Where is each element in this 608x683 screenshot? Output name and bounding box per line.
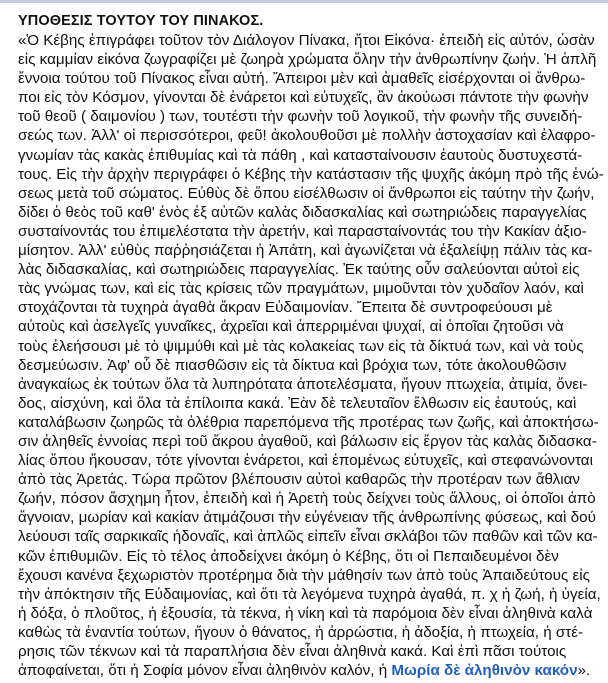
text-line: σιν ἀληθεῖς ἐννοίας περὶ τοῦ ἄκρου ἀγαθοῦ, καὶ βάλωσιν εἰς ἔργον τὰς καλὰς διδασκα-	[18, 432, 597, 450]
text-line: ρησις τῶν τέκνων καὶ τὰ παραπλήσια δὲν εἶναι ἀληθινὰ κακά. Καὶ ἐπὶ πᾶσι τούτοις	[18, 643, 567, 660]
text-line: τὴν ἀπόκτησιν τῆς Εὐδαιμονίας, καὶ ὅτι τὰ λεγόμενα τυχηρὰ ἀγαθά, π. χ ἡ ζωή, ἡ ὑγεία,	[18, 585, 601, 603]
highlighted-phrase: Μωρία δὲ ἀληθινὸν κακόν	[391, 662, 578, 680]
paragraph	[18, 31, 608, 661]
text-line: ποι εἰς τὸν Κόσμον, γίνονται δὲ ἐνάρετοι καὶ εὐτυχεῖς, ἂν ἀκούωσι πάντοτε τὴν φωνὴν	[18, 89, 589, 107]
text-line: τους. Εἰς τὴν ἀρχὴν περιγράφει ὁ Κέβης τὴν κατάστασιν τῆς ψυχῆς ἀκόμη πρὸ τῆς ἑνώ-	[18, 165, 604, 183]
text-line: σεώς των. Ἀλλ' οἱ περισσότεροι, φεῦ! ἀκολουθοῦσι μὲ πολλὴν ἀστοχασίαν καὶ ἐλαφρο-	[18, 127, 596, 145]
text-line: δος, αἰσχύνη, καὶ ὅλα τὰ ἐπίλοιπα κακά. Ἐὰν δὲ τελευταῖον ἔλθωσιν εἰς ἑαυτούς, καὶ	[18, 394, 577, 412]
text-line: κῶν ἐπιθυμιῶν. Εἰς τὸ τέλος ἀποδείχνει ἀκόμη ὁ Κέβης, ὅτι οἱ Πεπαιδευμένοι δὲν	[18, 547, 559, 565]
text-line: ἔχουσι κανένα ξεχωριστὸν προτέρημα διὰ τὴν μάθησίν των ἀπὸ τοὺς Ἀπαιδεύτους εἰς	[18, 566, 590, 584]
text-line: λίας ὅπου ἤκουσαν, τότε γίνονται ἐνάρετοι, καὶ ἑπομένως εὐτυχεῖς, καὶ στεφανώνονται	[18, 452, 593, 470]
text-line: «Ὁ Κέβης ἐπιγράφει τοῦτον τὸν Διάλογον Πίνακα, ἤτοι Εἰκόνα· ἐπειδὴ εἰς αὐτόν, ὡσὰν	[18, 32, 595, 49]
text-line: λεύουσι ταῖς σαρκικαῖς ἡδοναῖς, καὶ ἁπλῶς εἰπεῖν εἶναι σκλάβοι τῶν παθῶν καὶ τῶν κα-	[18, 528, 598, 546]
last-line-prefix: ἀποφαίνεται, ὅτι ἡ Σοφία μόνον εἶναι ἀληθινὸν καλόν, ἡ	[18, 662, 392, 680]
text-line: δεσμεύωσιν. Ἀφ' οὗ δὲ πιασθῶσιν εἰς τὰ δίκτυα καὶ βρόχια των, τότε ἀκολουθῶσιν	[18, 356, 567, 374]
text-line: λὰς διδασκαλίας, καὶ σωτηριώδεις παραγγελίας. Ἐκ ταύτης οὖν σαλεύονται αὐτοὶ εἰς	[18, 261, 580, 279]
text-line: συσταίνοντάς του ἐπιμελέστατα τὴν ἀρετήν, καὶ παρασταίνοντάς του τὴν Κακίαν ἀξιο-	[18, 222, 587, 240]
text-line: ἄγνοιαν, μωρίαν καὶ κακίαν ἀτιμάζουσι τὴν εὐγένειαν τῆς ἀνθρωπίνης φύσεως, καὶ δού	[18, 509, 596, 527]
text-line: ἡ δόξα, ὁ πλοῦτος, ἡ ἐξουσία, τὰ τέκνα, ἡ νίκη καὶ τὰ παρόμοια δὲν εἶναι ἀληθινὰ καλὰ	[18, 604, 593, 622]
text-line: τὰς γνώμας των, καὶ εἰς τὰς κρίσεις τῶν πραγμάτων, μιμοῦνται τὸν χυδαῖον λαόν, καὶ	[18, 280, 584, 298]
text-line: ἔννοια τούτου τοῦ Πίνακος εἶναι αὐτή. Ἄπειροι μὲν καὶ ἀμαθεῖς εἰσέρχονται οἱ ἄνθρω-	[18, 70, 586, 88]
last-line	[18, 661, 608, 680]
text-line: τοὺς ἐλεήσουσι μὲ τὸ ψιμμύθι καὶ μὲ τὰς κολακείας των εἰς τὰ δίκτυά των, καὶ νὰ τοὺς	[18, 337, 584, 355]
text-line: αὐτοὺς καὶ ἀσελγεῖς γυναῖκες, ἀχρεῖαι καὶ ἀπερριμέναι ψυχαί, αἱ ὁποῖαι ζητοῦσι νὰ	[18, 318, 564, 336]
text-line: σεως μετὰ τοῦ σώματος. Εὐθὺς δὲ ὅπου εἰσέλθωσιν οἱ ἄνθρωποι εἰς ταύτην τὴν ζωήν,	[18, 184, 595, 202]
text-line: δίδει ὁ θεὸς τοῦ καθ' ἑνὸς ἐξ αὐτῶν καλὰς διδασκαλίας καὶ σωτηριώδεις παραγγελίας	[18, 203, 587, 221]
text-line: ἀπὸ τὰς Ἀρετάς. Τώρα πρῶτον βλέπουσιν αὐτοὶ καθαρῶς τὴν προτέραν των ἄθλιαν	[18, 471, 581, 489]
text-line: ἀναγκαίως ἐκ τούτων ὅλα τὰ λυπηρότατα ἀποτελέσματα, ἤγουν πτωχεία, ἀτιμία, ὄνει-	[18, 375, 588, 393]
top-border	[0, 0, 608, 3]
document-heading: ΥΠΟΘΕΣΙΣ ΤΟΥΤΟΥ ΤΟΥ ΠΙΝΑΚΟΣ.	[18, 13, 264, 29]
text-line: εἰς καμμίαν εἰκόνα ζωγραφίζει μὲ ζωηρὰ χρώματα ὅλην τὴν ἀνθρωπίνην ζωήν. Ἡ ἁπλῆ	[18, 51, 597, 69]
document-body	[18, 12, 608, 680]
text-line: καταλάβωσιν ζωηρῶς τὰ ὀλέθρια παρεπόμενα τῆς προτέρας των ζωῆς, καὶ ἀποκτήσω-	[18, 413, 599, 431]
text-line: γνωμίαν τὰς κακὰς ἐπιθυμίας καὶ τὰ πάθη , καὶ κατασταίνουσιν ἑαυτοὺς δυστυχεστά-	[18, 146, 583, 164]
text-line: μίσητον. Ἀλλ' εὐθὺς παῤῥησιάζεται ἡ Ἀπάτη, καὶ ἀγωνίζεται νὰ ἐξαλείψῃ πάλιν τὰς κα-	[18, 242, 593, 260]
text-line: καθὼς τὰ ἐναντία τούτων, ἤγουν ὁ θάνατος, ἡ ἀρρώστια, ἡ ἀδοξία, ἡ πτωχεία, ἡ στέ-	[18, 623, 584, 641]
text-line: στοχάζονται τὰ τυχηρὰ ἀγαθὰ ἄκραν Εὐδαιμονίαν. Ἔπειτα δὲ συντροφεύουσι μὲ	[18, 299, 553, 317]
text-line: ζωήν, πόσον ἄσχημη ἦτον, ἐπειδὴ καὶ ἡ Ἀρετὴ τοὺς δείχνει τοὺς ἄλλους, οἱ ὁποῖοι ἀπὸ	[18, 490, 596, 508]
last-line-suffix: ».	[577, 662, 591, 680]
text-line: τοῦ θεοῦ ( δαιμονίου ) των, τουτέστι τὴν φωνὴν τοῦ λογικοῦ, τὴν φωνὴν τῆς συνειδή-	[18, 108, 583, 126]
